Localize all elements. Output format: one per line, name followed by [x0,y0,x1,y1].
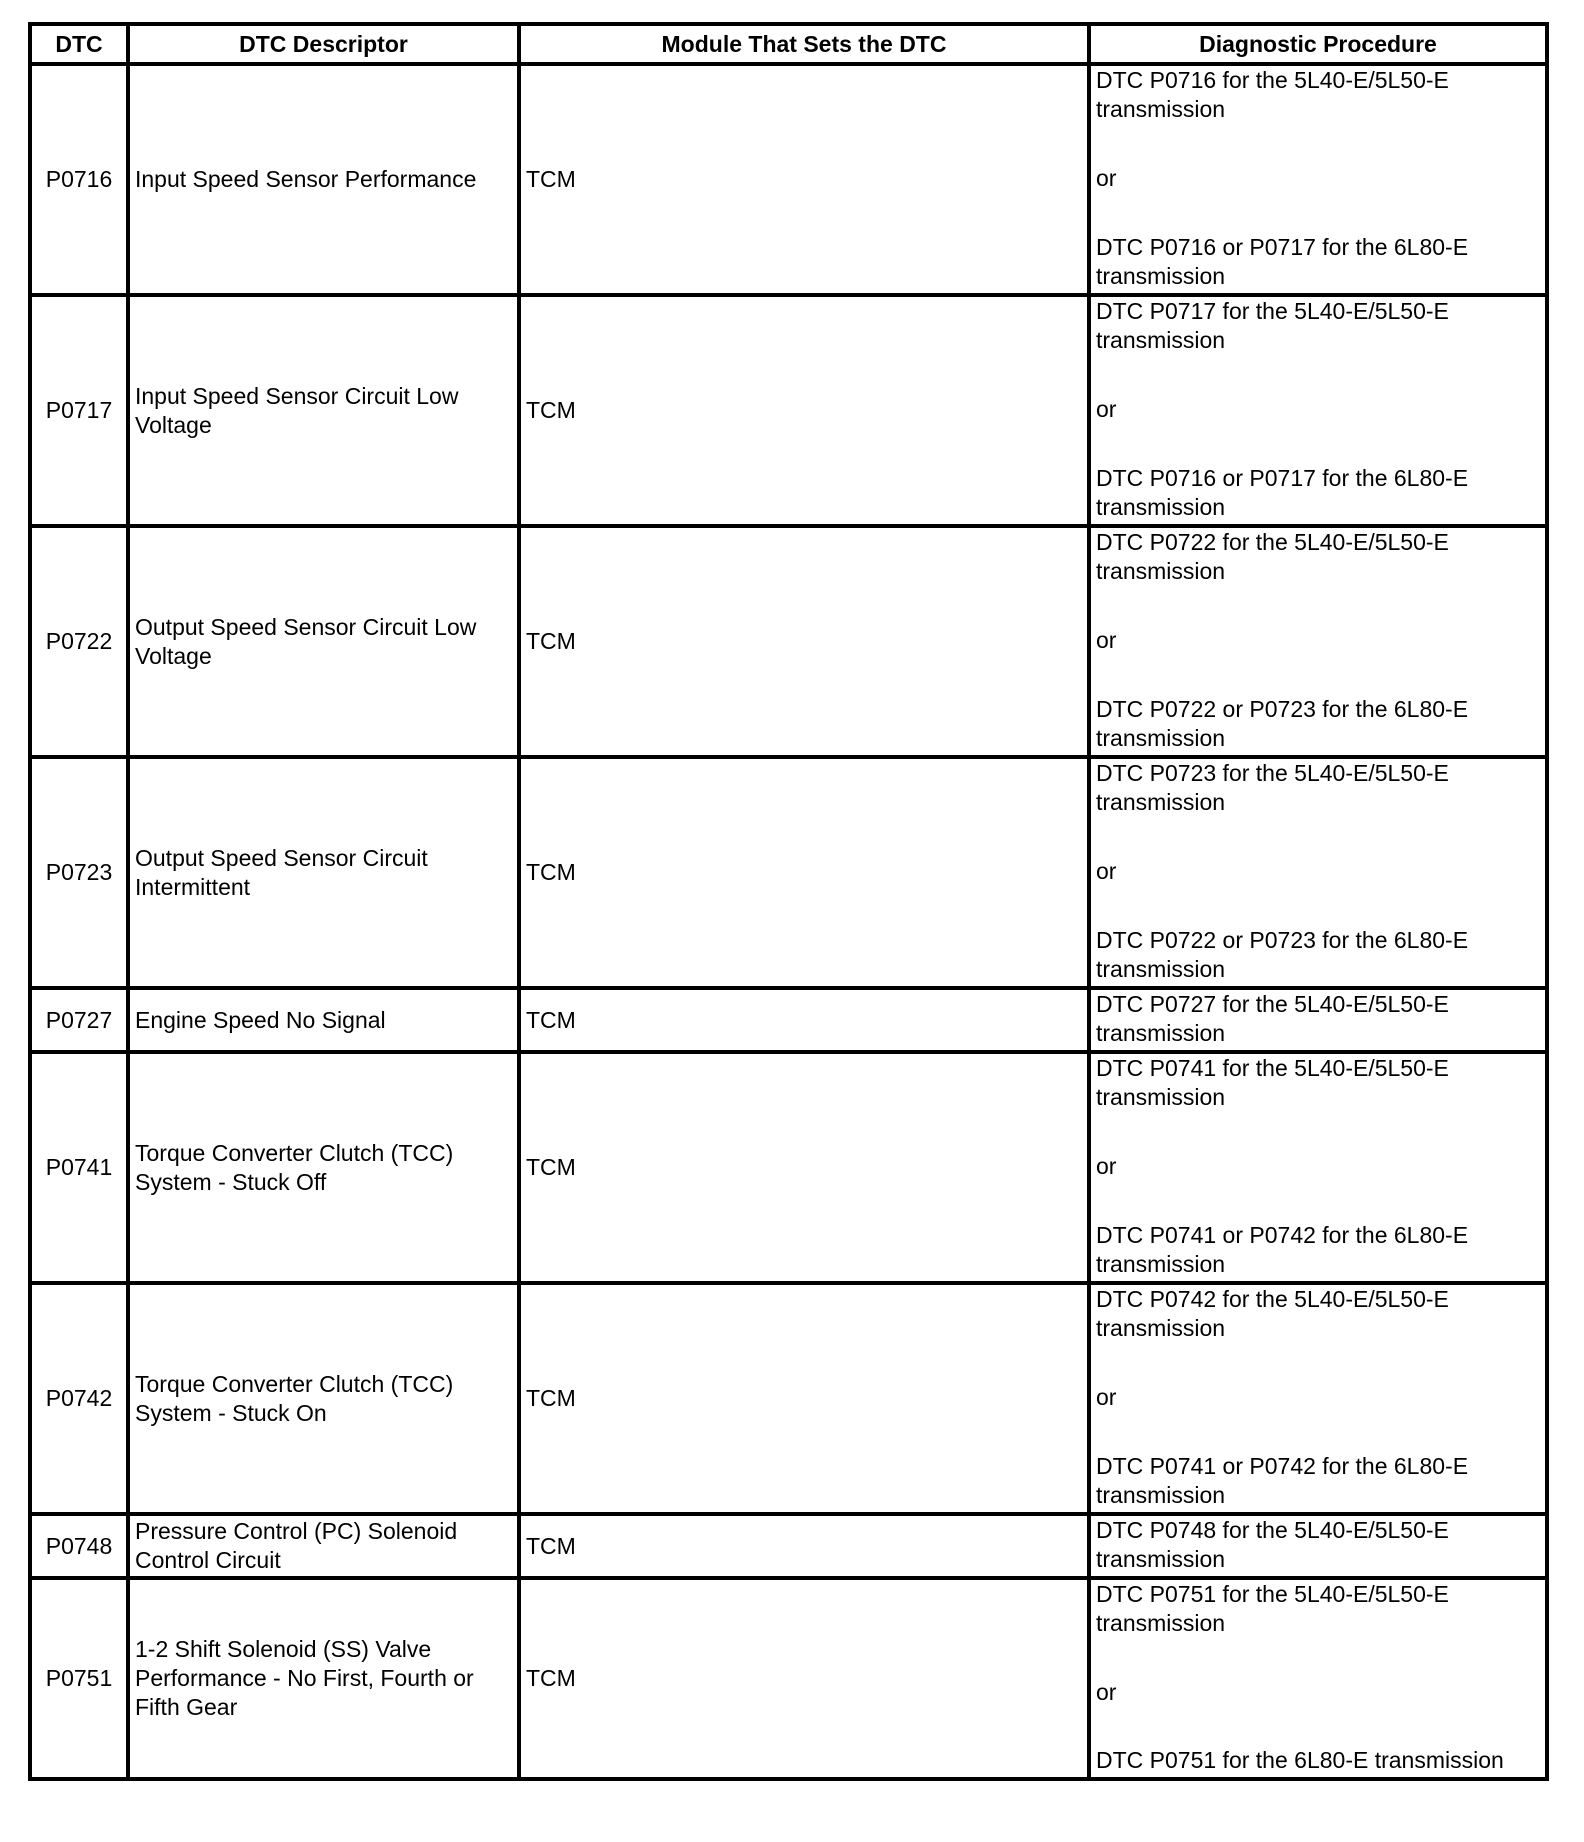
table-row [30,1514,1547,1578]
procedure-line: DTC P0741 or P0742 for the 6L80-E transmission [1096,1453,1469,1508]
procedure-line: or [1096,627,1117,653]
dtc-code: P0723 [30,757,128,988]
table-row [30,526,1547,757]
dtc-descriptor: Torque Converter Clutch (TCC) System - Stuck On [128,1283,519,1514]
procedure-line: DTC P0716 for the 5L40-E/5L50-E transmission [1096,67,1449,122]
procedure-line: DTC P0727 for the 5L40-E/5L50-E transmission [1096,991,1449,1046]
dtc-code: P0727 [30,988,128,1052]
dtc-descriptor: Torque Converter Clutch (TCC) System - Stuck Off [128,1052,519,1283]
procedure-line: DTC P0723 for the 5L40-E/5L50-E transmission [1096,760,1449,815]
setting-module: TCM [519,526,1089,757]
table-row [30,1578,1547,1779]
table-row [30,1052,1547,1283]
procedure-line: DTC P0716 or P0717 for the 6L80-E transmission [1096,465,1469,520]
dtc-descriptor: 1-2 Shift Solenoid (SS) Valve Performance - No First, Fourth or Fifth Gear [128,1578,519,1779]
procedure-line: DTC P0748 for the 5L40-E/5L50-E transmission [1096,1517,1449,1572]
procedure-line: DTC P0722 or P0723 for the 6L80-E transmission [1096,927,1469,982]
procedure-line: DTC P0742 for the 5L40-E/5L50-E transmission [1096,1286,1449,1341]
dtc-descriptor: Pressure Control (PC) Solenoid Control Circuit [128,1514,519,1578]
setting-module: TCM [519,295,1089,526]
procedure-line: DTC P0716 or P0717 for the 6L80-E transmission [1096,234,1469,289]
column-header-descriptor: DTC Descriptor [128,24,519,64]
dtc-code: P0748 [30,1514,128,1578]
diagnostic-procedure [1089,1052,1547,1283]
dtc-code: P0741 [30,1052,128,1283]
procedure-line: or [1096,1678,1117,1705]
setting-module: TCM [519,1514,1089,1578]
diagnostic-procedure [1089,988,1547,1052]
dtc-descriptor: Input Speed Sensor Circuit Low Voltage [128,295,519,526]
table-row [30,64,1547,295]
setting-module: TCM [519,988,1089,1052]
dtc-code: P0717 [30,295,128,526]
procedure-line: or [1096,858,1117,884]
diagnostic-procedure [1089,1514,1547,1578]
procedure-line: DTC P0722 or P0723 for the 6L80-E transmission [1096,696,1469,751]
dtc-code: P0722 [30,526,128,757]
table-row [30,1283,1547,1514]
procedure-line: DTC P0751 for the 6L80-E transmission [1096,1747,1504,1773]
column-header-procedure: Diagnostic Procedure [1089,24,1547,64]
diagnostic-procedure [1089,1283,1547,1514]
setting-module: TCM [519,757,1089,988]
procedure-line: DTC P0717 for the 5L40-E/5L50-E transmission [1096,298,1449,353]
procedure-line: or [1096,1153,1117,1179]
table-header-row [30,24,1547,64]
diagnostic-procedure [1089,757,1547,988]
dtc-table [28,22,1549,1781]
table-row [30,988,1547,1052]
dtc-descriptor: Output Speed Sensor Circuit Intermittent [128,757,519,988]
procedure-line: or [1096,396,1117,422]
table-row [30,295,1547,526]
column-header-dtc: DTC [30,24,128,64]
procedure-line: DTC P0751 for the 5L40-E/5L50-E transmission [1096,1581,1449,1636]
procedure-line: or [1096,1384,1117,1410]
setting-module: TCM [519,1052,1089,1283]
table-row [30,757,1547,988]
procedure-line: DTC P0741 for the 5L40-E/5L50-E transmission [1096,1055,1449,1110]
diagnostic-procedure [1089,1578,1547,1779]
procedure-line: or [1096,165,1117,191]
procedure-line: DTC P0722 for the 5L40-E/5L50-E transmission [1096,529,1449,584]
dtc-code: P0716 [30,64,128,295]
dtc-descriptor: Input Speed Sensor Performance [128,64,519,295]
diagnostic-procedure [1089,526,1547,757]
setting-module: TCM [519,1578,1089,1779]
dtc-descriptor: Engine Speed No Signal [128,988,519,1052]
diagnostic-procedure [1089,295,1547,526]
setting-module: TCM [519,1283,1089,1514]
dtc-code: P0742 [30,1283,128,1514]
diagnostic-procedure [1089,64,1547,295]
dtc-code: P0751 [30,1578,128,1779]
procedure-line: DTC P0741 or P0742 for the 6L80-E transmission [1096,1222,1469,1277]
dtc-descriptor: Output Speed Sensor Circuit Low Voltage [128,526,519,757]
column-header-module: Module That Sets the DTC [519,24,1089,64]
setting-module: TCM [519,64,1089,295]
